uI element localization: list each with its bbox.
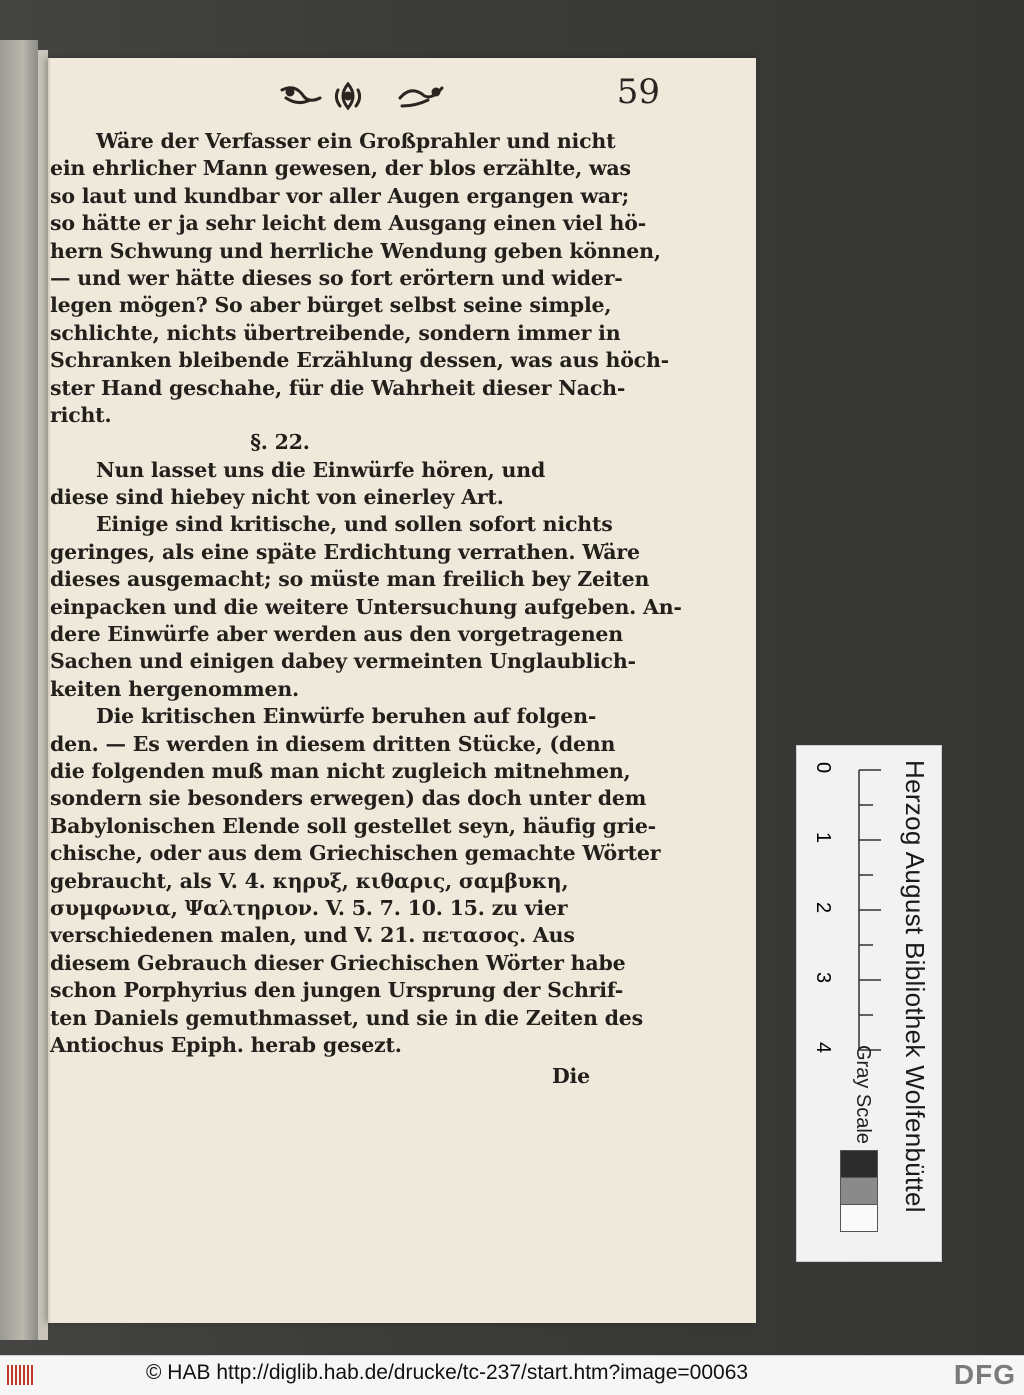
dfg-logo: DFG <box>953 1359 1016 1390</box>
previous-pages-edge <box>0 40 38 1340</box>
text-line: geringes, als eine späte Erdichtung verrathen. Wäre <box>50 539 640 564</box>
text-line: συμφωνια, Ψαλτηριον. V. 5. 7. 10. 15. zu vier <box>50 895 568 920</box>
ruler-label-3: 3 <box>812 971 835 984</box>
text-line: verschiedenen malen, und V. 21. πετασος. Aus <box>50 923 575 948</box>
text-line: die folgenden muß man nicht zugleich mitnehmen, <box>50 758 631 783</box>
text-line: richt. <box>50 402 112 427</box>
footer-bar <box>0 1355 1024 1395</box>
hab-barcode-logo-icon <box>6 1362 36 1388</box>
ruler-label-1: 1 <box>812 831 835 844</box>
text-line: legen mögen? So aber bürget selbst seine simple, <box>50 293 612 318</box>
text-line: gebraucht, als V. 4. κηρυξ, κιθαρις, σαμβυκη, <box>50 868 569 893</box>
swatch-light <box>840 1204 878 1232</box>
text-line: diesem Gebrauch dieser Griechischen Wörter habe <box>50 950 626 975</box>
gray-scale-text: Gray Scale <box>852 1045 874 1144</box>
gray-scale-label <box>850 1045 876 1155</box>
text-line: ten Daniels gemuthmasset, und sie in die Zeiten des <box>50 1005 643 1030</box>
ruler-label-2: 2 <box>812 901 835 914</box>
library-name-text: Herzog August Bibliothek Wolfenbüttel <box>900 760 930 1213</box>
text-line: sondern sie besonders erwegen) das doch unter dem <box>50 786 647 811</box>
text-line: schlichte, nichts übertreibende, sondern immer in <box>50 320 621 345</box>
text-line: Schranken bleibende Erzählung dessen, was aus höch- <box>50 348 669 373</box>
footer-credit: © HAB http://diglib.hab.de/drucke/tc-237/start.htm?image=00063 <box>146 1361 749 1384</box>
text-line: dieses ausgemacht; so müste man freilich bey Zeiten <box>50 567 650 592</box>
text-line: so hätte er ja sehr leicht dem Ausgang einen viel hö- <box>50 211 647 236</box>
text-line: dere Einwürfe aber werden aus den vorgetragenen <box>50 622 623 647</box>
text-line: hern Schwung und herrliche Wendung geben können, <box>50 238 661 263</box>
text-line: Sachen und einigen dabey vermeinten Unglaublich- <box>50 649 636 674</box>
text-line: Babylonischen Elende soll gestellet seyn, häufig grie- <box>50 813 656 838</box>
ruler-label-0: 0 <box>812 761 835 774</box>
text-line: so laut und kundbar vor aller Augen ergangen war; <box>50 183 629 208</box>
text-line: diese sind hiebey nicht von einerley Art. <box>50 485 504 510</box>
catchword: Die <box>551 1064 590 1089</box>
swatch-dark <box>840 1150 878 1178</box>
printer-ornament-icon <box>250 76 450 116</box>
text-line: chische, oder aus dem Griechischen gemachte Wörter <box>50 841 661 866</box>
text-line: einpacken und die weitere Untersuchung aufgeben. An- <box>50 594 682 619</box>
text-line: ein ehrlicher Mann gewesen, der blos erzählte, was <box>50 156 631 181</box>
text-line: ster Hand geschahe, für die Wahrheit dieser Nach- <box>50 375 626 400</box>
text-line: Wäre der Verfasser ein Großprahler und nicht <box>96 129 616 153</box>
text-line: schon Porphyrius den jungen Ursprung der Schrif- <box>50 978 624 1003</box>
ruler-label-4: 4 <box>812 1041 835 1054</box>
text-line: den. — Es werden in diesem dritten Stücke, (denn <box>50 731 616 756</box>
swatch-mid <box>840 1177 878 1205</box>
page-number: 59 <box>616 72 660 112</box>
text-line: Antiochus Epiph. herab gesezt. <box>50 1032 402 1057</box>
text-line: Einige sind kritische, und sollen sofort nichts <box>96 512 613 537</box>
page-gutter <box>38 50 48 1340</box>
section-heading: §. 22. <box>250 430 310 455</box>
text-line: keiten hergenommen. <box>50 676 299 701</box>
library-name <box>896 760 936 1240</box>
text-line: — und wer hätte dieses so fort erörtern und wider- <box>50 265 623 290</box>
text-line: Die kritischen Einwürfe beruhen auf folgen- <box>96 704 597 729</box>
page-header <box>250 72 670 122</box>
page-body <box>50 128 682 1091</box>
text-line: Nun lasset uns die Einwürfe hören, und <box>96 457 546 482</box>
